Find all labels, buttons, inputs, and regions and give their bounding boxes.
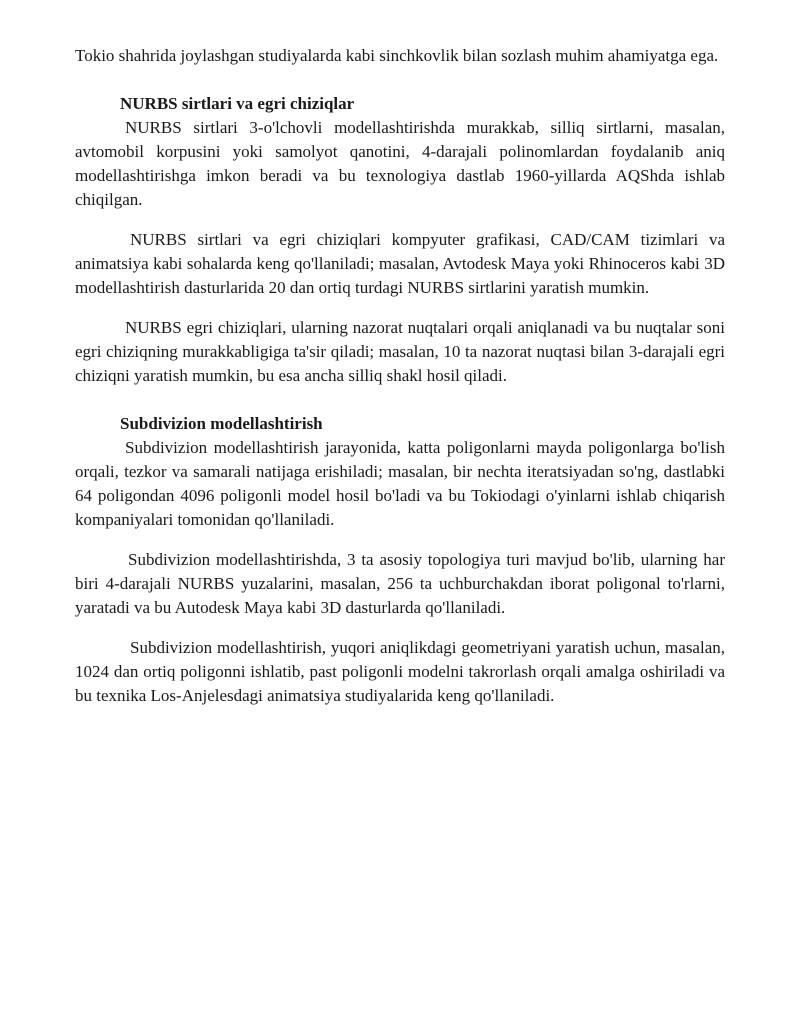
nurbs-paragraph-3: NURBS egri chiziqlari, ularning nazorat nuqtalari orqali aniqlanadi va bu nuqtalar soni egri chiziqning murakkabligiga ta'sir qiladi; masalan, 10 ta nazorat nuqtasi bilan 3-darajali egri chiziqni yaratish mumkin, bu esa ancha silliq shakl hosil qiladi.	[75, 318, 725, 385]
intro-paragraph: Tokio shahrida joylashgan studiyalarda kabi sinchkovlik bilan sozlash muhim ahamiyatga ega.	[75, 46, 719, 65]
section-heading-nurbs: NURBS sirtlari va egri chiziqlar	[120, 94, 355, 113]
subdivision-paragraph-2: Subdivizion modellashtirishda, 3 ta asosiy topologiya turi mavjud bo'lib, ularning har biri 4-darajali NURBS yuzalarini, masalan, 256 ta uchburchakdan iborat poligonal to'rlarni, yaratadi va bu Autodesk Maya kabi 3D dasturlarda qo'llaniladi.	[75, 550, 725, 617]
subdivision-paragraph-1: Subdivizion modellashtirish jarayonida, katta poligonlarni mayda poligonlarga bo'lish orqali, tezkor va samarali natijaga erishiladi; masalan, bir nechta iteratsiyadan so'ng, dastlabki 64 poligondan 4096 poligonli model hosil bo'ladi va bu Tokiodagi o'yinlarni ishlab chiqarish kompaniyalari tomonidan qo'llaniladi.	[75, 438, 725, 529]
document-body	[75, 44, 725, 708]
nurbs-paragraph-1: NURBS sirtlari 3-o'lchovli modellashtirishda murakkab, silliq sirtlarni, masalan, avtomobil korpusini yoki samolyot qanotini, 4-darajali polinomlardan foydalanib aniq modellashtirishga imkon beradi va bu texnologiya dastlab 1960-yillarda AQShda ishlab chiqilgan.	[75, 118, 725, 209]
section-heading-subdivision: Subdivizion modellashtirish	[120, 414, 323, 433]
nurbs-paragraph-2: NURBS sirtlari va egri chiziqlari kompyuter grafikasi, CAD/CAM tizimlari va animatsiya kabi sohalarda keng qo'llaniladi; masalan, Avtodesk Maya yoki Rhinoceros kabi 3D modellashtirish dasturlarida 20 dan ortiq turdagi NURBS sirtlarini yaratish mumkin.	[75, 230, 725, 297]
subdivision-paragraph-3: Subdivizion modellashtirish, yuqori aniqlikdagi geometriyani yaratish uchun, masalan, 1024 dan ortiq poligonni ishlatib, past poligonli modelni takrorlash orqali amalga oshiriladi va bu texnika Los-Anjelesdagi animatsiya studiyalarida keng qo'llaniladi.	[75, 638, 725, 705]
